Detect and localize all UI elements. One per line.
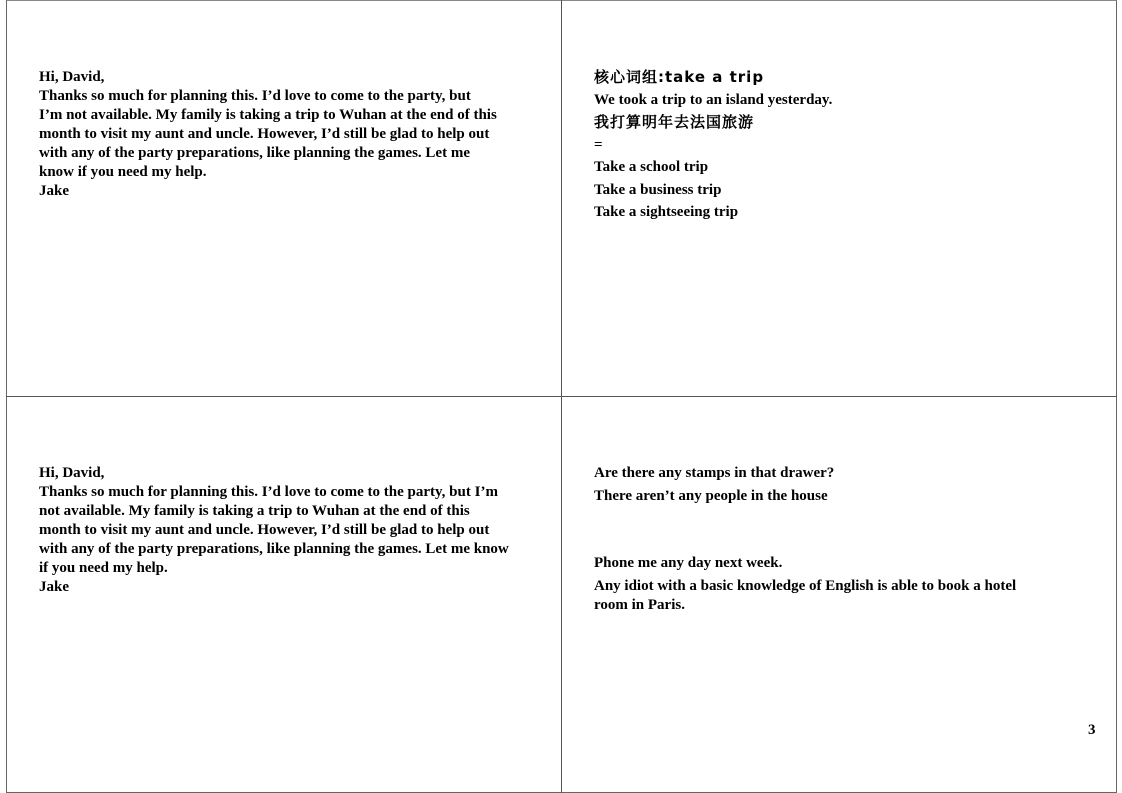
letter-line: know if you need my help. [39, 164, 207, 180]
horizontal-divider [6, 396, 1117, 397]
letter-line: month to visit my aunt and uncle. However, I’d still be glad to help out [39, 126, 490, 142]
key-phrase-heading: 核心词组:take a trip [594, 68, 765, 86]
letter-line: I’m not available. My family is taking a trip to Wuhan at the end of this [39, 107, 497, 123]
letter-line: Thanks so much for planning this. I’d love to come to the party, but [39, 88, 471, 104]
letter-panel-bottom-left [39, 464, 529, 597]
example-sentence [594, 577, 1064, 615]
spacer [594, 507, 1064, 552]
letter-line: with any of the party preparations, like planning the games. Let me know [39, 541, 509, 557]
letter-greeting: Hi, David, [39, 465, 105, 481]
letter-line: not available. My family is taking a trip to Wuhan at the end of this [39, 503, 470, 519]
letter-line: month to visit my aunt and uncle. However, I’d still be glad to help out [39, 522, 490, 538]
letter-signature: Jake [39, 183, 69, 199]
example-sentence: We took a trip to an island yesterday. [594, 91, 833, 108]
page-number: 3 [1088, 722, 1096, 738]
sentence-line: room in Paris. [594, 596, 685, 613]
example-sentence: Phone me any day next week. [594, 555, 783, 571]
vocab-panel-top-right [594, 66, 1064, 224]
letter-greeting: Hi, David, [39, 69, 105, 85]
phrase-example: Take a sightseeing trip [594, 204, 739, 220]
letter-panel-top-left [39, 68, 539, 201]
phrase-example: Take a school trip [594, 159, 709, 175]
example-sentence: There aren’t any people in the house [594, 487, 828, 504]
letter-line: with any of the party preparations, like planning the games. Let me [39, 145, 470, 161]
translation-prompt: 我打算明年去法国旅游 [594, 113, 755, 131]
letter-line: if you need my help. [39, 560, 168, 576]
letter-line: Thanks so much for planning this. I’d love to come to the party, but I’m [39, 484, 498, 500]
example-sentence: Are there any stamps in that drawer? [594, 465, 835, 481]
letter-signature: Jake [39, 579, 69, 595]
phrase-example: Take a business trip [594, 181, 722, 198]
equals-sign: = [594, 136, 603, 153]
sentence-line: Any idiot with a basic knowledge of English is able to book a hotel [594, 577, 1017, 594]
sentence-panel-bottom-right [594, 462, 1064, 615]
